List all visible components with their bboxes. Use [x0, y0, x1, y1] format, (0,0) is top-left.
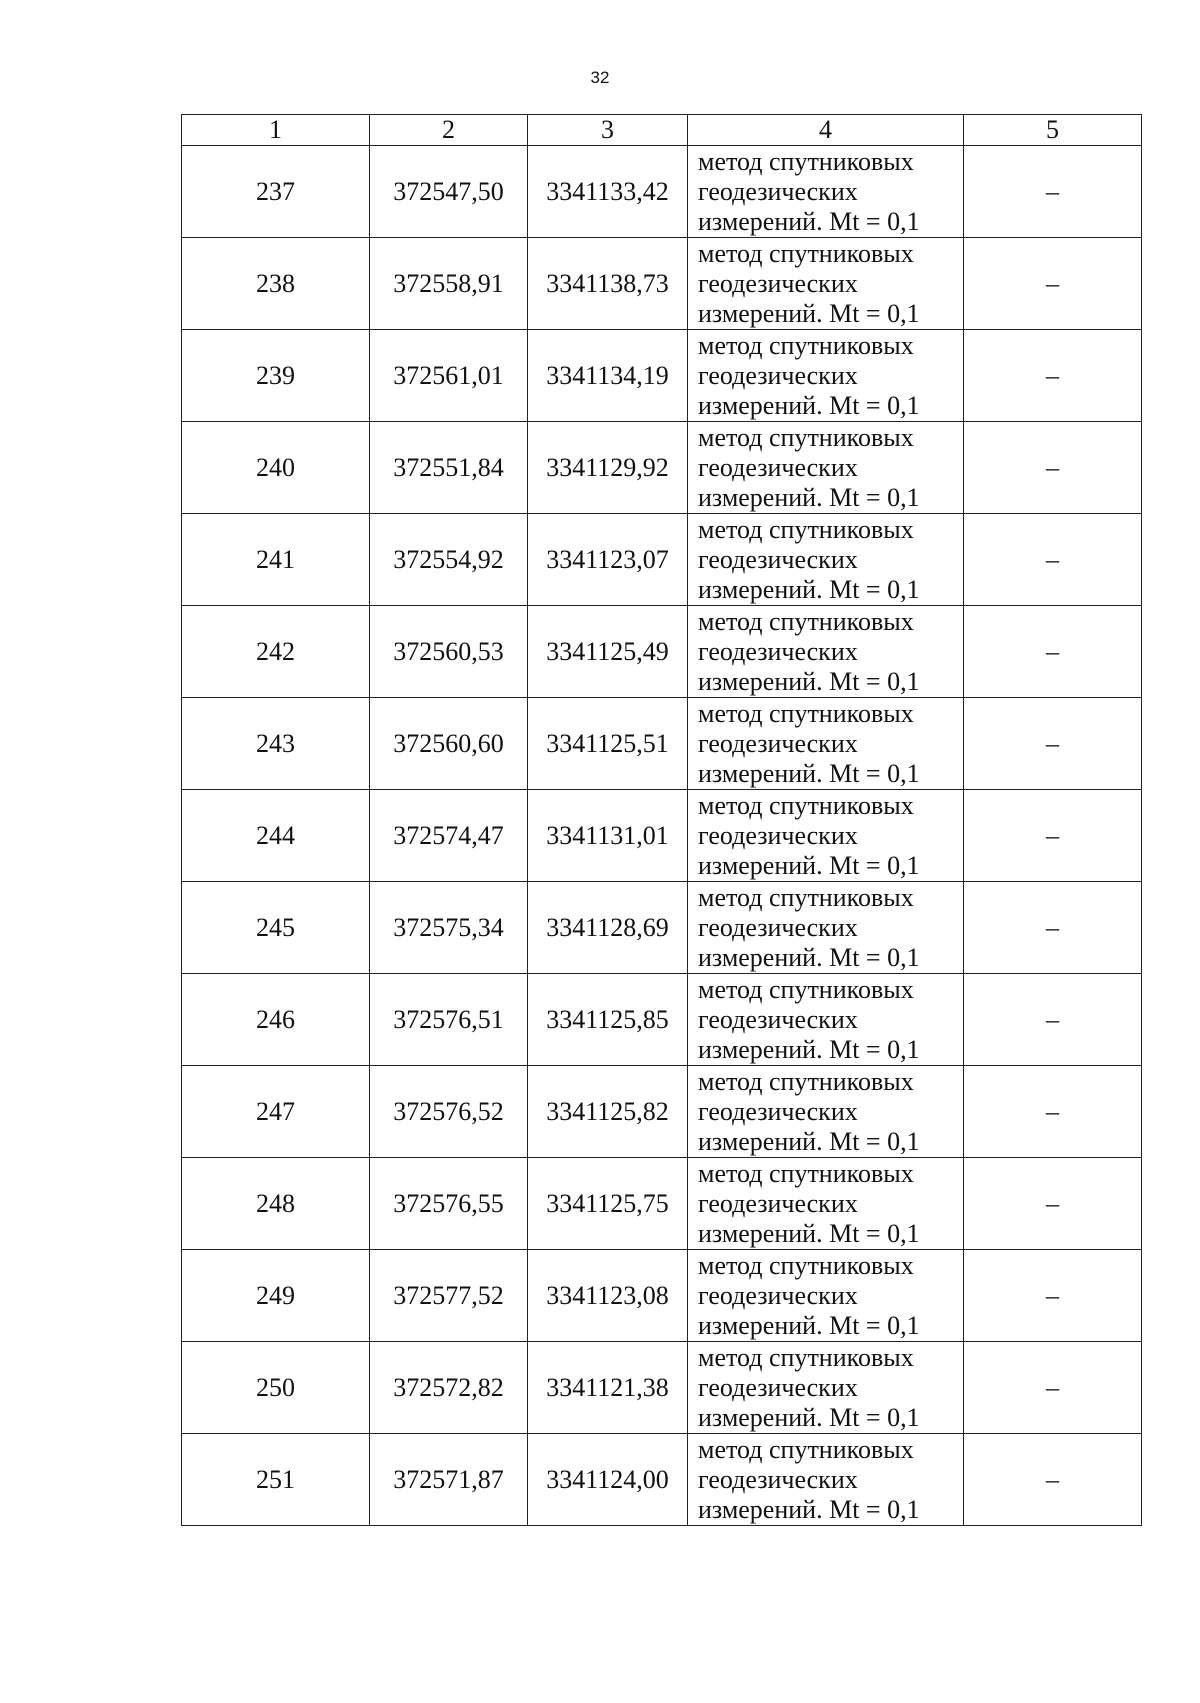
method-line: геодезических: [698, 1464, 858, 1494]
point-number-cell: 239: [182, 330, 370, 422]
description-cell: –: [964, 1250, 1142, 1342]
x-coordinate-cell: 372577,52: [370, 1250, 528, 1342]
method-line: геодезических: [698, 1004, 858, 1034]
method-line: метод спутниковых: [698, 330, 914, 360]
method-cell: [688, 146, 964, 238]
description-cell: –: [964, 1158, 1142, 1250]
y-coordinate-cell: 3341123,08: [528, 1250, 688, 1342]
method-line: измерений. Mt = 0,1: [698, 850, 920, 880]
description-cell: –: [964, 790, 1142, 882]
x-coordinate-cell: 372560,53: [370, 606, 528, 698]
table-row: [182, 882, 1142, 974]
point-number-cell: 241: [182, 514, 370, 606]
method-cell: [688, 238, 964, 330]
description-cell: –: [964, 1066, 1142, 1158]
y-coordinate-cell: 3341128,69: [528, 882, 688, 974]
x-coordinate-cell: 372576,51: [370, 974, 528, 1066]
method-cell: [688, 330, 964, 422]
point-number-cell: 244: [182, 790, 370, 882]
method-line: метод спутниковых: [698, 146, 914, 176]
x-coordinate-cell: 372558,91: [370, 238, 528, 330]
method-line: измерений. Mt = 0,1: [698, 390, 920, 420]
method-line: геодезических: [698, 176, 858, 206]
method-line: геодезических: [698, 544, 858, 574]
method-line: измерений. Mt = 0,1: [698, 1218, 920, 1248]
y-coordinate-cell: 3341125,49: [528, 606, 688, 698]
method-line: геодезических: [698, 1096, 858, 1126]
point-number-cell: 247: [182, 1066, 370, 1158]
x-coordinate-cell: 372554,92: [370, 514, 528, 606]
table-row: [182, 238, 1142, 330]
method-cell: [688, 422, 964, 514]
method-line: геодезических: [698, 452, 858, 482]
y-coordinate-cell: 3341131,01: [528, 790, 688, 882]
description-cell: –: [964, 882, 1142, 974]
description-cell: –: [964, 330, 1142, 422]
method-cell: [688, 514, 964, 606]
method-line: метод спутниковых: [698, 1434, 914, 1464]
y-coordinate-cell: 3341121,38: [528, 1342, 688, 1434]
method-line: метод спутниковых: [698, 514, 914, 544]
method-cell: [688, 698, 964, 790]
method-line: метод спутниковых: [698, 1066, 914, 1096]
method-line: геодезических: [698, 1372, 858, 1402]
method-cell: [688, 1250, 964, 1342]
method-cell: [688, 882, 964, 974]
y-coordinate-cell: 3341134,19: [528, 330, 688, 422]
description-cell: –: [964, 146, 1142, 238]
point-number-cell: 246: [182, 974, 370, 1066]
method-line: геодезических: [698, 268, 858, 298]
description-cell: –: [964, 1342, 1142, 1434]
point-number-cell: 245: [182, 882, 370, 974]
table-row: [182, 1342, 1142, 1434]
x-coordinate-cell: 372574,47: [370, 790, 528, 882]
method-line: метод спутниковых: [698, 790, 914, 820]
point-number-cell: 240: [182, 422, 370, 514]
table-row: [182, 606, 1142, 698]
method-cell: [688, 974, 964, 1066]
method-line: измерений. Mt = 0,1: [698, 1126, 920, 1156]
coordinates-table: [181, 114, 1142, 1526]
method-line: метод спутниковых: [698, 698, 914, 728]
method-line: измерений. Mt = 0,1: [698, 482, 920, 512]
method-line: метод спутниковых: [698, 1342, 914, 1372]
method-cell: [688, 606, 964, 698]
method-line: измерений. Mt = 0,1: [698, 298, 920, 328]
method-line: метод спутниковых: [698, 974, 914, 1004]
description-cell: –: [964, 606, 1142, 698]
point-number-cell: 251: [182, 1434, 370, 1526]
header-cell: 2: [370, 115, 528, 146]
method-line: геодезических: [698, 820, 858, 850]
table-row: [182, 146, 1142, 238]
point-number-cell: 242: [182, 606, 370, 698]
description-cell: –: [964, 698, 1142, 790]
y-coordinate-cell: 3341125,85: [528, 974, 688, 1066]
point-number-cell: 243: [182, 698, 370, 790]
table-row: [182, 1066, 1142, 1158]
x-coordinate-cell: 372572,82: [370, 1342, 528, 1434]
method-line: метод спутниковых: [698, 1250, 914, 1280]
y-coordinate-cell: 3341138,73: [528, 238, 688, 330]
x-coordinate-cell: 372571,87: [370, 1434, 528, 1526]
table-header-row: [182, 115, 1142, 146]
method-line: геодезических: [698, 912, 858, 942]
x-coordinate-cell: 372576,52: [370, 1066, 528, 1158]
method-line: измерений. Mt = 0,1: [698, 1494, 920, 1524]
method-line: геодезических: [698, 636, 858, 666]
x-coordinate-cell: 372575,34: [370, 882, 528, 974]
x-coordinate-cell: 372551,84: [370, 422, 528, 514]
method-cell: [688, 1434, 964, 1526]
table-row: [182, 974, 1142, 1066]
method-line: измерений. Mt = 0,1: [698, 574, 920, 604]
method-line: метод спутниковых: [698, 606, 914, 636]
method-line: метод спутниковых: [698, 882, 914, 912]
y-coordinate-cell: 3341124,00: [528, 1434, 688, 1526]
table-row: [182, 514, 1142, 606]
y-coordinate-cell: 3341125,51: [528, 698, 688, 790]
method-cell: [688, 1342, 964, 1434]
method-line: измерений. Mt = 0,1: [698, 206, 920, 236]
method-line: измерений. Mt = 0,1: [698, 666, 920, 696]
method-line: измерений. Mt = 0,1: [698, 1034, 920, 1064]
method-line: измерений. Mt = 0,1: [698, 1402, 920, 1432]
y-coordinate-cell: 3341123,07: [528, 514, 688, 606]
method-line: метод спутниковых: [698, 422, 914, 452]
table-row: [182, 330, 1142, 422]
description-cell: –: [964, 422, 1142, 514]
x-coordinate-cell: 372560,60: [370, 698, 528, 790]
method-line: измерений. Mt = 0,1: [698, 1310, 920, 1340]
header-cell: 5: [964, 115, 1142, 146]
point-number-cell: 237: [182, 146, 370, 238]
table-row: [182, 1434, 1142, 1526]
y-coordinate-cell: 3341133,42: [528, 146, 688, 238]
method-line: измерений. Mt = 0,1: [698, 942, 920, 972]
point-number-cell: 238: [182, 238, 370, 330]
point-number-cell: 249: [182, 1250, 370, 1342]
description-cell: –: [964, 238, 1142, 330]
table-row: [182, 790, 1142, 882]
header-cell: 4: [688, 115, 964, 146]
x-coordinate-cell: 372547,50: [370, 146, 528, 238]
method-line: геодезических: [698, 1188, 858, 1218]
method-line: метод спутниковых: [698, 238, 914, 268]
page-number: 32: [590, 68, 610, 87]
header-cell: 3: [528, 115, 688, 146]
method-cell: [688, 1066, 964, 1158]
table-row: [182, 698, 1142, 790]
method-cell: [688, 790, 964, 882]
method-line: геодезических: [698, 360, 858, 390]
point-number-cell: 250: [182, 1342, 370, 1434]
method-cell: [688, 1158, 964, 1250]
x-coordinate-cell: 372576,55: [370, 1158, 528, 1250]
method-line: метод спутниковых: [698, 1158, 914, 1188]
method-line: измерений. Mt = 0,1: [698, 758, 920, 788]
header-cell: 1: [182, 115, 370, 146]
x-coordinate-cell: 372561,01: [370, 330, 528, 422]
y-coordinate-cell: 3341125,82: [528, 1066, 688, 1158]
point-number-cell: 248: [182, 1158, 370, 1250]
y-coordinate-cell: 3341129,92: [528, 422, 688, 514]
description-cell: –: [964, 1434, 1142, 1526]
table-row: [182, 1250, 1142, 1342]
description-cell: –: [964, 974, 1142, 1066]
table-row: [182, 1158, 1142, 1250]
method-line: геодезических: [698, 1280, 858, 1310]
y-coordinate-cell: 3341125,75: [528, 1158, 688, 1250]
description-cell: –: [964, 514, 1142, 606]
table-row: [182, 422, 1142, 514]
method-line: геодезических: [698, 728, 858, 758]
